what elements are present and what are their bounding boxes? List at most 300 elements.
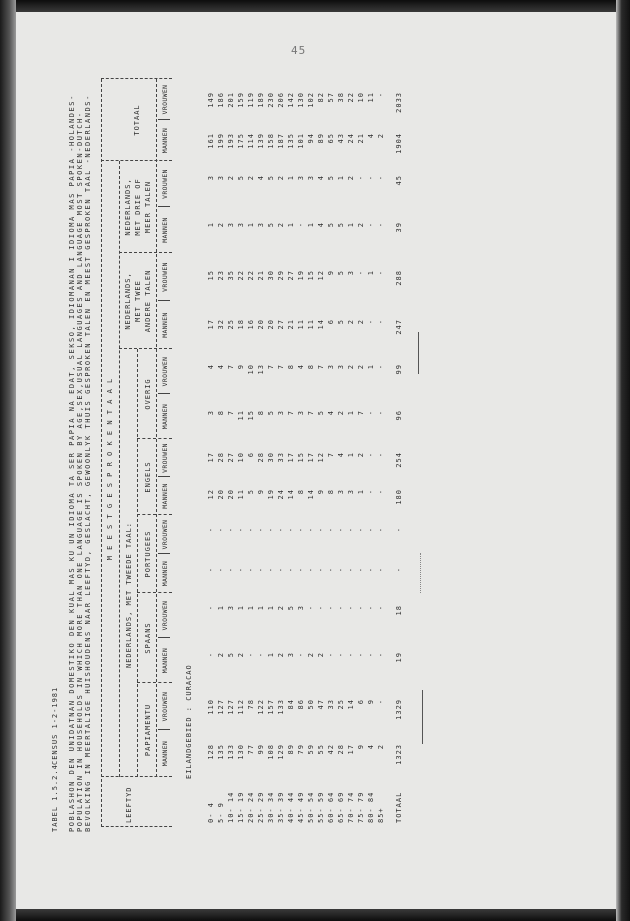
table-cell: 38 (337, 92, 345, 103)
table-cell: 2 (357, 364, 365, 370)
table-cell: - (257, 567, 265, 573)
table-cell: - (267, 527, 275, 533)
table-cell: 21 (357, 133, 365, 144)
table-cell: 130 (297, 92, 305, 108)
table-cell: - (307, 605, 315, 611)
table-cell: 186 (217, 92, 225, 108)
table-cell: 1 (237, 605, 245, 611)
header-totaal: TOTAAL (133, 104, 141, 136)
table-cell: 7 (357, 410, 365, 416)
table-cell: 5 (267, 222, 275, 228)
header-divider (137, 514, 172, 515)
table-cell: - (377, 270, 385, 276)
header-rule (101, 79, 102, 827)
table-cell: - (217, 567, 225, 573)
table-cell: 3 (297, 605, 305, 611)
table-cell: 5 (327, 175, 335, 181)
table-cell: 7 (307, 410, 315, 416)
table-cell: 1904 (395, 133, 403, 154)
age-row-label: 30- 34 (267, 791, 275, 823)
table-cell: 1 (347, 452, 355, 458)
table-cell: 12 (317, 270, 325, 281)
table-cell: 33 (327, 699, 335, 710)
table-cell: 108 (267, 744, 275, 760)
table-cell: - (377, 452, 385, 458)
age-row-label: 15- 19 (237, 791, 245, 823)
table-cell: 3 (257, 222, 265, 228)
header-ned3-line1: NEDERLANDS, (124, 178, 132, 236)
table-cell: - (395, 527, 403, 533)
table-cell: - (357, 270, 365, 276)
table-cell: 7 (277, 364, 285, 370)
table-cell: - (327, 567, 335, 573)
table-cell: - (377, 319, 385, 325)
table-cell: - (357, 175, 365, 181)
table-cell: 206 (277, 92, 285, 108)
table-cell: - (367, 319, 375, 325)
table-cell: 27 (287, 270, 295, 281)
table-cell: 161 (207, 133, 215, 149)
table-cell: 2 (277, 222, 285, 228)
table-cell: 2 (247, 175, 255, 181)
table-cell: 19 (395, 652, 403, 663)
header-engels: ENGELS (144, 461, 152, 493)
table-cell: 128 (207, 744, 215, 760)
age-row-label: 40- 44 (287, 791, 295, 823)
table-cell: - (377, 527, 385, 533)
table-cell: 4 (327, 410, 335, 416)
table-cell: 11 (237, 489, 245, 500)
table-cell: 127 (227, 699, 235, 715)
table-cell: 22 (247, 270, 255, 281)
header-vrouwen: VROUWEN (161, 356, 169, 387)
table-cell: - (367, 222, 375, 228)
page-number: 45 (291, 44, 307, 57)
table-number: TABEL 1.5.2.4 (51, 764, 59, 832)
table-cell: 133 (277, 699, 285, 715)
table-cell: 22 (237, 270, 245, 281)
title-english: POPULATION IN HOUSEHOLDS IN WHICH MORE THAN ONE LANGUAGE IS SPOKEN BY AGE,SEX,USUAL LANGUAGES AND LANGUAGE MOST SPOKEN-DUTCH- (76, 111, 84, 832)
title-dutch: BEVOLKING IN MEERTALIGE HUISHOUDENS NAAR LEEFTYD, GESLACHT, GEWOONLYK THUIS GESPROKEN TALEN EN MEEST GESPROKEN TAAL -NEDERLANDS- (84, 94, 92, 832)
age-row-label: 75- 79 (357, 791, 365, 823)
header-portugees: PORTUGEES (144, 530, 152, 578)
table-cell: 247 (395, 319, 403, 335)
table-cell: 201 (227, 92, 235, 108)
table-cell: 18 (395, 605, 403, 616)
table-cell: - (277, 527, 285, 533)
rotated-table-page (50, 75, 410, 835)
table-cell: 4 (367, 744, 375, 750)
table-cell: 3 (327, 364, 335, 370)
table-cell: 1 (307, 222, 315, 228)
table-cell: - (357, 605, 365, 611)
table-cell: 17 (287, 452, 295, 463)
header-divider (101, 776, 172, 777)
table-cell: 13 (257, 364, 265, 375)
table-cell: 127 (217, 699, 225, 715)
table-cell: 20 (257, 319, 265, 330)
table-cell: 1 (347, 222, 355, 228)
table-cell: - (277, 567, 285, 573)
table-cell: 2 (217, 222, 225, 228)
table-cell: 4 (217, 364, 225, 370)
table-cell: 8 (307, 364, 315, 370)
table-cell: - (377, 175, 385, 181)
table-cell: 1 (367, 364, 375, 370)
table-cell: 157 (267, 699, 275, 715)
table-cell: 5 (337, 222, 345, 228)
header-vrouwen: VROUWEN (161, 262, 169, 292)
table-cell: 2 (357, 319, 365, 325)
table-cell: 59 (307, 744, 315, 755)
table-cell: 2 (377, 133, 385, 139)
table-cell: 17 (207, 319, 215, 330)
table-cell: 8 (297, 489, 305, 495)
table-cell: 17 (347, 744, 355, 755)
table-cell: - (377, 364, 385, 370)
table-cell: 12 (207, 489, 215, 500)
table-cell: - (247, 652, 255, 658)
table-cell: 99 (395, 364, 403, 375)
table-cell: 129 (277, 744, 285, 760)
table-cell: 4 (297, 364, 305, 370)
age-row-label: 85+ (377, 807, 385, 823)
age-row-label: 20- 24 (247, 791, 255, 823)
table-cell: 9 (357, 744, 365, 750)
table-cell: - (227, 567, 235, 573)
table-cell: 1 (287, 175, 295, 181)
table-cell: 82 (317, 92, 325, 103)
table-cell: 3 (227, 222, 235, 228)
table-cell: 5 (287, 605, 295, 611)
table-cell: 20 (227, 489, 235, 500)
scan-edge-right (616, 0, 630, 921)
header-divider (158, 553, 170, 554)
table-cell: 24 (277, 489, 285, 500)
table-cell: - (337, 527, 345, 533)
age-row-label: 70- 74 (347, 791, 355, 823)
census-date: CENSUS 1-2-1981 (51, 686, 59, 765)
table-cell: 5 (267, 410, 275, 416)
header-rule (137, 349, 138, 777)
table-cell: 1 (247, 605, 255, 611)
region-label: EILANDGEBIED : CURACAO (185, 664, 193, 779)
table-cell: 5 (237, 175, 245, 181)
header-divider (101, 826, 172, 827)
header-vrouwen: VROUWEN (161, 600, 169, 631)
table-cell: 1 (347, 410, 355, 416)
table-cell: 6 (327, 319, 335, 325)
table-cell: 3 (207, 410, 215, 416)
header-mannen: MANNEN (161, 127, 169, 154)
table-cell: 101 (297, 133, 305, 149)
table-cell: 45 (395, 175, 403, 186)
table-cell: 2 (347, 319, 355, 325)
table-cell: 133 (227, 744, 235, 760)
table-cell: - (317, 527, 325, 533)
table-cell: 1 (357, 489, 365, 495)
table-cell: - (207, 527, 215, 533)
table-cell: 9 (327, 270, 335, 276)
table-cell: 55 (317, 744, 325, 755)
total-row-label: TOTAAL (395, 791, 403, 823)
header-mannen: MANNEN (161, 740, 169, 767)
table-cell: - (307, 567, 315, 573)
table-cell: - (395, 567, 403, 573)
table-cell: 10 (237, 452, 245, 463)
table-cell: 2 (337, 410, 345, 416)
book-spine-shadow (0, 0, 16, 921)
table-cell: - (247, 567, 255, 573)
scan-edge-bottom (0, 909, 630, 921)
table-cell: 7 (287, 410, 295, 416)
table-cell: 6 (247, 452, 255, 458)
table-cell: 89 (287, 744, 295, 755)
header-vrouwen: VROUWEN (161, 169, 169, 199)
header-divider (137, 438, 172, 439)
table-cell: 199 (217, 133, 225, 149)
header-divider (158, 476, 170, 477)
table-cell: 3 (287, 652, 295, 658)
header-divider (137, 682, 172, 683)
table-cell: 130 (237, 744, 245, 760)
table-cell: 50 (307, 699, 315, 710)
table-cell: 119 (247, 92, 255, 108)
table-cell: 5 (317, 410, 325, 416)
table-cell: - (257, 652, 265, 658)
table-cell: 2 (307, 652, 315, 658)
title-papiamentu: POBLASHON DEN UNIDATNAN DOMESTIKO DEN KUAL MAS KU UN IDIOMA TA SER PAPIA NA EDAT, SEKSO, IDIOMANAN I IDIOMA MAS PAPIA -HOLANDES- (68, 94, 76, 832)
table-cell: 7 (327, 452, 335, 458)
table-cell: - (257, 527, 265, 533)
table-cell: 25 (227, 319, 235, 330)
table-cell: 11 (367, 92, 375, 103)
header-ned2-line2: MET TWEE (134, 280, 142, 322)
header-mannen: MANNEN (161, 403, 169, 430)
table-cell: 135 (217, 744, 225, 760)
table-cell: - (267, 567, 275, 573)
header-divider (101, 160, 172, 161)
table-cell: - (367, 652, 375, 658)
header-meest-gesproken-taal: M E E S T G E S P R O K E N T A A L (106, 377, 114, 561)
table-cell: 42 (327, 744, 335, 755)
table-cell: - (207, 567, 215, 573)
table-cell: 21 (257, 270, 265, 281)
table-cell: 122 (257, 699, 265, 715)
header-divider (158, 300, 170, 301)
table-cell: 2 (357, 452, 365, 458)
table-cell: 86 (297, 699, 305, 710)
header-vrouwen: VROUWEN (161, 691, 169, 722)
table-cell: 8 (217, 410, 225, 416)
table-cell: 2033 (395, 92, 403, 113)
header-mannen: MANNEN (161, 217, 169, 243)
table-cell: - (317, 567, 325, 573)
header-ned2-line1: NEDERLANDS, (124, 272, 132, 330)
table-cell: 1329 (395, 699, 403, 720)
table-cell: - (377, 699, 385, 705)
header-mannen: MANNEN (161, 647, 169, 674)
header-divider (101, 78, 172, 79)
table-cell: 57 (327, 92, 335, 103)
table-cell: - (377, 222, 385, 228)
table-cell: - (347, 527, 355, 533)
table-cell: 2 (317, 652, 325, 658)
table-cell: 16 (247, 319, 255, 330)
table-cell: 17 (207, 452, 215, 463)
table-cell: 288 (395, 270, 403, 286)
table-cell: 77 (247, 744, 255, 755)
table-cell: 193 (227, 133, 235, 149)
table-cell: 20 (217, 489, 225, 500)
header-divider (158, 119, 170, 120)
table-cell: 4 (257, 175, 265, 181)
table-cell: 1 (247, 222, 255, 228)
table-cell: - (327, 527, 335, 533)
table-cell: 43 (337, 133, 345, 144)
table-cell: - (297, 652, 305, 658)
header-vrouwen: VROUWEN (161, 443, 169, 473)
table-cell: 18 (237, 319, 245, 330)
table-cell: 3 (277, 410, 285, 416)
table-cell: 29 (277, 270, 285, 281)
table-cell: - (237, 527, 245, 533)
table-cell: 4 (337, 452, 345, 458)
table-cell: 5 (267, 175, 275, 181)
table-cell: 175 (237, 133, 245, 149)
header-divider (158, 729, 170, 730)
header-divider (158, 393, 170, 394)
table-cell: 12 (317, 452, 325, 463)
header-ned3-line3: MEER TALEN (144, 180, 152, 234)
table-cell: 22 (347, 92, 355, 103)
table-cell: 47 (317, 699, 325, 710)
table-cell: 142 (287, 92, 295, 108)
header-mannen: MANNEN (161, 483, 169, 509)
table-cell: 28 (337, 744, 345, 755)
table-cell: 99 (257, 744, 265, 755)
table-cell: 30 (267, 452, 275, 463)
table-cell: 9 (257, 489, 265, 495)
table-cell: - (367, 527, 375, 533)
table-cell: - (297, 527, 305, 533)
table-cell: 5 (337, 319, 345, 325)
table-cell: 5 (337, 270, 345, 276)
table-cell: 11 (297, 319, 305, 330)
table-cell: - (307, 527, 315, 533)
table-cell: 2 (227, 175, 235, 181)
table-cell: 27 (227, 452, 235, 463)
table-cell: 14 (307, 489, 315, 500)
table-cell: - (367, 605, 375, 611)
table-cell: - (207, 605, 215, 611)
table-cell: 10 (247, 364, 255, 375)
table-cell: 7 (267, 364, 275, 370)
scan-edge-top (0, 0, 630, 12)
table-cell: 1 (287, 222, 295, 228)
table-cell: 15 (297, 452, 305, 463)
age-row-label: 0- 4 (207, 802, 215, 823)
table-cell: 17 (307, 452, 315, 463)
table-cell: 9 (237, 364, 245, 370)
table-cell: 9 (367, 699, 375, 705)
table-cell: 2 (277, 652, 285, 658)
table-cell: - (327, 652, 335, 658)
table-cell: - (377, 605, 385, 611)
table-cell: 28 (257, 452, 265, 463)
table-cell: 2 (347, 175, 355, 181)
table-cell: 11 (237, 410, 245, 421)
age-row-label: 55- 59 (317, 791, 325, 823)
table-cell: 3 (227, 605, 235, 611)
table-cell: 3 (347, 489, 355, 495)
table-cell: 7 (317, 364, 325, 370)
table-cell: 189 (257, 92, 265, 108)
table-cell: 3 (207, 175, 215, 181)
table-cell: - (347, 567, 355, 573)
table-cell: - (237, 567, 245, 573)
table-cell: - (377, 567, 385, 573)
table-cell: 10 (357, 92, 365, 103)
table-cell: 30 (267, 270, 275, 281)
table-cell: 89 (317, 133, 325, 144)
header-divider (119, 252, 172, 253)
table-cell: 4 (367, 133, 375, 139)
table-cell: - (297, 567, 305, 573)
table-cell: 3 (297, 410, 305, 416)
table-cell: - (347, 652, 355, 658)
table-cell: 2 (357, 222, 365, 228)
table-cell: 1 (207, 222, 215, 228)
header-leeftyd: LEEFTYD (125, 786, 133, 823)
table-cell: 39 (395, 222, 403, 233)
age-row-label: 65- 69 (337, 791, 345, 823)
header-divider (137, 592, 172, 593)
table-cell: 180 (395, 489, 403, 505)
table-cell: - (247, 527, 255, 533)
table-cell: 158 (267, 133, 275, 149)
table-cell: 24 (347, 133, 355, 144)
table-cell: 33 (277, 452, 285, 463)
table-cell: 15 (247, 410, 255, 421)
table-cell: 102 (307, 92, 315, 108)
header-rule (156, 79, 157, 777)
table-cell: 149 (207, 92, 215, 108)
age-row-label: 5- 9 (217, 802, 225, 823)
table-cell: 65 (327, 133, 335, 144)
table-cell: - (377, 489, 385, 495)
header-divider (158, 206, 170, 207)
table-cell: 114 (247, 133, 255, 149)
table-cell: 4 (317, 175, 325, 181)
age-row-label: 25- 29 (257, 791, 265, 823)
table-cell: 1 (337, 175, 345, 181)
table-cell: 3 (217, 175, 225, 181)
header-divider (158, 637, 170, 638)
header-mannen: MANNEN (161, 312, 169, 338)
scan-mark (418, 332, 419, 374)
table-cell: 79 (297, 744, 305, 755)
header-ned2-line3: ANDERE TALEN (144, 269, 152, 333)
age-row-label: 35- 39 (277, 791, 285, 823)
scan-mark (422, 690, 423, 744)
table-cell: 4 (317, 222, 325, 228)
age-row-label: 45- 49 (297, 791, 305, 823)
table-cell: 135 (287, 133, 295, 149)
table-cell: 8 (257, 410, 265, 416)
table-cell: 7 (227, 410, 235, 416)
table-cell: 94 (307, 133, 315, 144)
